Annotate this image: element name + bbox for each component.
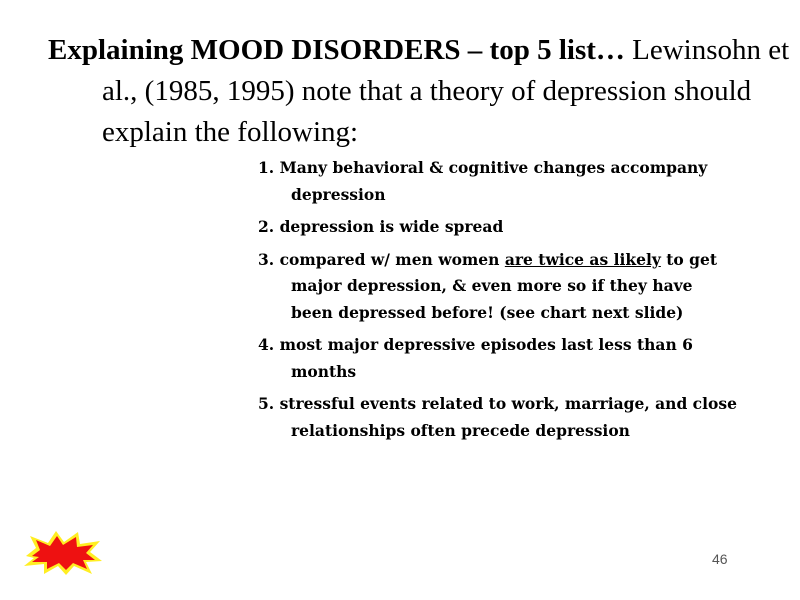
list-item <box>258 155 738 208</box>
explosion-burst-icon <box>22 528 104 576</box>
list-item-text: 2. depression is wide spread <box>258 217 504 236</box>
list-item-text: 4. most major depressive episodes last less than 6 months <box>258 335 693 381</box>
theory-requirements-list <box>258 155 738 450</box>
list-item <box>258 391 738 444</box>
list-item <box>258 332 738 385</box>
list-item <box>258 214 738 241</box>
slide-heading <box>48 30 800 153</box>
heading-title: Explaining MOOD DISORDERS – top 5 list… <box>48 34 625 66</box>
list-item <box>258 247 738 327</box>
emphasized-text: are twice as likely <box>504 249 661 269</box>
list-item-text-start: 3. compared w/ men women <box>258 249 505 269</box>
page-number: 46 <box>712 551 728 567</box>
list-item-text: 1. Many behavioral & cognitive changes accompany depression <box>258 158 708 204</box>
list-item-text: 5. stressful events related to work, marriage, and close relationships often precede depression <box>258 394 737 440</box>
list-item-text-end: to get major depression, & even more so if they have been depressed before! (see chart next slide) <box>291 249 717 322</box>
heading-description: Lewinsohn et al., (1985, 1995) note that a theory of depression should explain the following: <box>102 34 790 148</box>
